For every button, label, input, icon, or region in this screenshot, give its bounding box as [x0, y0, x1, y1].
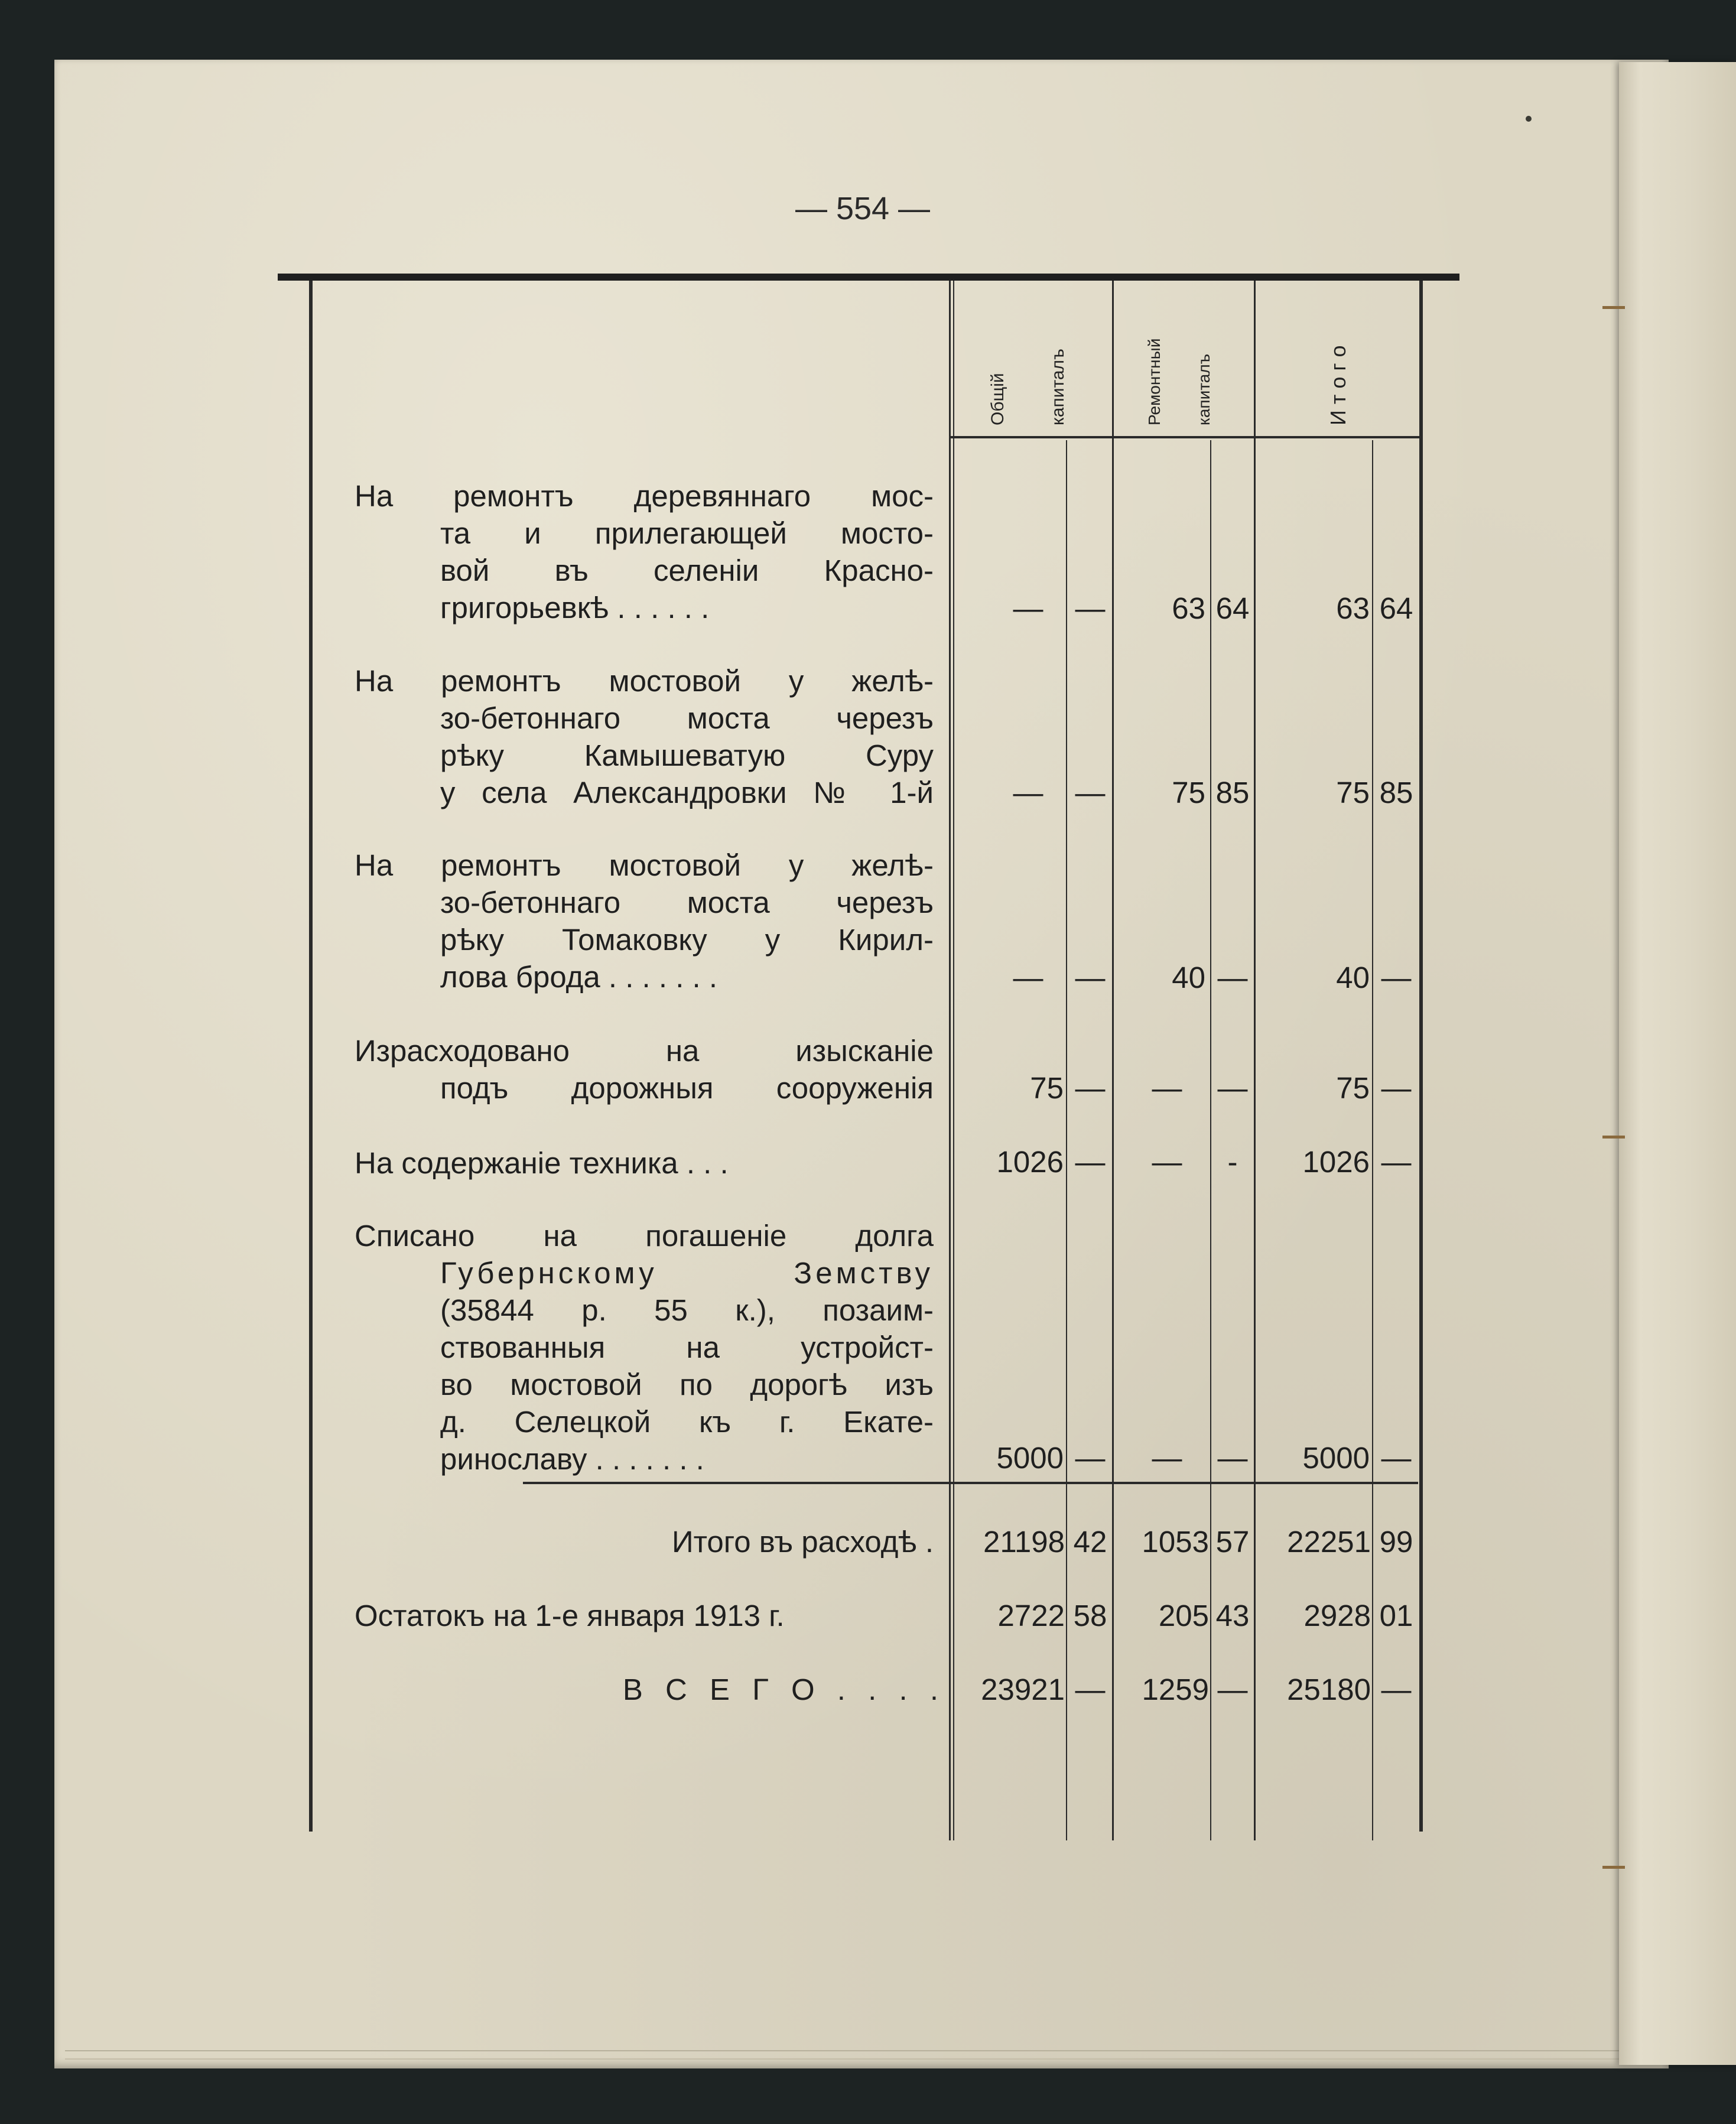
entry-text-line: во мостовой по дорогѣ изъ [440, 1368, 934, 1401]
column-header-general-2: капиталъ [1048, 349, 1068, 425]
entry-text-line: рѣку Томаковку у Кирил- [440, 923, 934, 957]
value-repair-rub: — [1152, 1145, 1182, 1179]
entry-text-line: григорьевкѣ . . . . . . [440, 591, 710, 624]
table-right-rule [1419, 281, 1423, 1832]
value-total-rub: 22251 [1287, 1525, 1371, 1559]
value-general-rub: 5000 [996, 1441, 1064, 1475]
entry-debt-repayment [355, 1217, 934, 1478]
value-repair-kop: — [1217, 961, 1248, 994]
value-repair-rub: 205 [1158, 1599, 1209, 1632]
value-general-rub: — [1013, 961, 1043, 994]
value-general-rub: 21198 [983, 1525, 1065, 1559]
balance-label: Остатокъ на 1-е января 1913 г. [355, 1599, 785, 1632]
entry-text-line: ринославу . . . . . . . [440, 1442, 704, 1476]
sum-rule [523, 1482, 1418, 1484]
column-rule [949, 281, 951, 1840]
value-general-rub: 2722 [997, 1599, 1065, 1632]
entry-text-line: Списано на погашеніе долга [355, 1219, 934, 1253]
grand-total-label: В С Е Г О . . . . [622, 1673, 945, 1706]
value-general-rub: 23921 [981, 1673, 1065, 1706]
value-total-kop: 99 [1379, 1525, 1413, 1559]
column-header-total: И т о г о [1326, 345, 1350, 425]
value-general-kop: — [1075, 591, 1106, 625]
value-total-kop: 01 [1379, 1599, 1413, 1632]
value-general-kop: — [1075, 1441, 1106, 1475]
value-general-kop: 42 [1073, 1525, 1107, 1559]
value-repair-kop: — [1217, 1673, 1248, 1706]
value-repair-kop: 64 [1215, 591, 1250, 625]
value-general-rub: — [1013, 591, 1043, 625]
entry-kamyshevataya-sura [355, 662, 934, 811]
value-total-rub: 1026 [1302, 1145, 1370, 1179]
value-total-rub: 5000 [1302, 1441, 1370, 1475]
entry-text-line: рѣку Камышеватую Суру [440, 739, 934, 772]
column-rule [1254, 281, 1256, 1840]
binding-thread-mark [1602, 306, 1625, 309]
entry-text-line: у села Александровки № 1-й [440, 776, 934, 809]
value-general-rub: 1026 [996, 1145, 1064, 1179]
entry-text-line: На ремонтъ деревяннаго мос- [355, 479, 934, 513]
entry-text-line: На ремонтъ мостовой у желѣ- [355, 664, 934, 698]
value-total-rub: 25180 [1287, 1673, 1371, 1706]
entry-text-line: На содержаніе техника . . . [355, 1146, 729, 1180]
value-repair-rub: 40 [1172, 961, 1205, 994]
binding-thread-mark [1602, 1136, 1625, 1139]
entry-text-line: подъ дорожныя сооруженія [440, 1071, 934, 1105]
entry-text-line: зо-бетоннаго моста черезъ [440, 701, 934, 735]
entry-text-line: (35844 р. 55 к.), позаим- [440, 1293, 934, 1327]
page-edge [65, 2050, 1660, 2060]
table-top-rule [278, 274, 1459, 281]
value-general-kop: — [1075, 776, 1106, 809]
column-header-general-1: Общій [988, 373, 1007, 425]
header-bottom-rule [949, 436, 1423, 438]
entry-text-line: д. Селецкой къ г. Екате- [440, 1405, 934, 1439]
value-repair-kop: — [1217, 1441, 1248, 1475]
ink-spot [1526, 116, 1532, 122]
value-repair-rub: — [1152, 1441, 1182, 1475]
value-total-rub: 2928 [1303, 1599, 1371, 1632]
value-general-rub: — [1013, 776, 1043, 809]
value-total-rub: 40 [1336, 961, 1370, 994]
value-total-rub: 63 [1336, 591, 1370, 625]
value-repair-rub: 1259 [1142, 1673, 1209, 1706]
value-total-kop: 64 [1379, 591, 1413, 625]
entry-text-line: вой въ селеніи Красно- [440, 554, 934, 587]
page-number: — 554 — [795, 191, 931, 226]
entry-technician [355, 1144, 934, 1182]
value-general-kop: — [1075, 1673, 1106, 1706]
value-repair-rub: 75 [1172, 776, 1205, 809]
column-header-repair-1: Ремонтный [1145, 338, 1163, 425]
table-left-rule [309, 281, 313, 1832]
value-repair-kop: 85 [1215, 776, 1250, 809]
entry-surveys [355, 1032, 934, 1107]
value-repair-rub: 63 [1172, 591, 1205, 625]
entry-bridge-krasnogrigorievka [355, 477, 934, 626]
value-repair-kop: - [1227, 1145, 1238, 1179]
value-repair-rub: — [1152, 1071, 1182, 1105]
entry-text-line: зо-бетоннаго моста черезъ [440, 886, 934, 919]
value-total-kop: — [1381, 1441, 1412, 1475]
value-general-kop: — [1075, 1145, 1106, 1179]
value-total-kop: 85 [1379, 776, 1413, 809]
value-repair-kop: 43 [1215, 1599, 1250, 1632]
value-total-kop: — [1381, 1673, 1412, 1706]
entry-text-line: лова брода . . . . . . . [440, 960, 718, 994]
value-general-kop: 58 [1073, 1599, 1107, 1632]
value-total-kop: — [1381, 1071, 1412, 1105]
value-general-rub: 75 [1030, 1071, 1064, 1105]
column-rule [1066, 440, 1067, 1840]
entry-text-line: Израсходовано на изысканіе [355, 1034, 934, 1068]
value-total-rub: 75 [1336, 776, 1370, 809]
binding-thread-mark [1602, 1866, 1625, 1869]
value-repair-kop: — [1217, 1071, 1248, 1105]
adjacent-page [1619, 62, 1736, 2065]
column-header-repair-2: капиталъ [1195, 353, 1213, 425]
column-rule [1112, 281, 1114, 1840]
entry-text-line: та и прилегающей мосто- [440, 516, 934, 550]
entry-text-line: На ремонтъ мостовой у желѣ- [355, 848, 934, 882]
value-total-kop: — [1381, 1145, 1412, 1179]
value-total-kop: — [1381, 961, 1412, 994]
total-expenses-label: Итого въ расходѣ . [671, 1525, 934, 1559]
value-repair-rub: 1053 [1142, 1525, 1209, 1559]
value-total-rub: 75 [1336, 1071, 1370, 1105]
entry-text-line: Губернскому Земству [440, 1256, 934, 1290]
value-repair-kop: 57 [1215, 1525, 1250, 1559]
entry-tomakovka [355, 847, 934, 996]
value-general-kop: — [1075, 961, 1106, 994]
entry-text-line: ствованныя на устройст- [440, 1331, 934, 1364]
value-general-kop: — [1075, 1071, 1106, 1105]
